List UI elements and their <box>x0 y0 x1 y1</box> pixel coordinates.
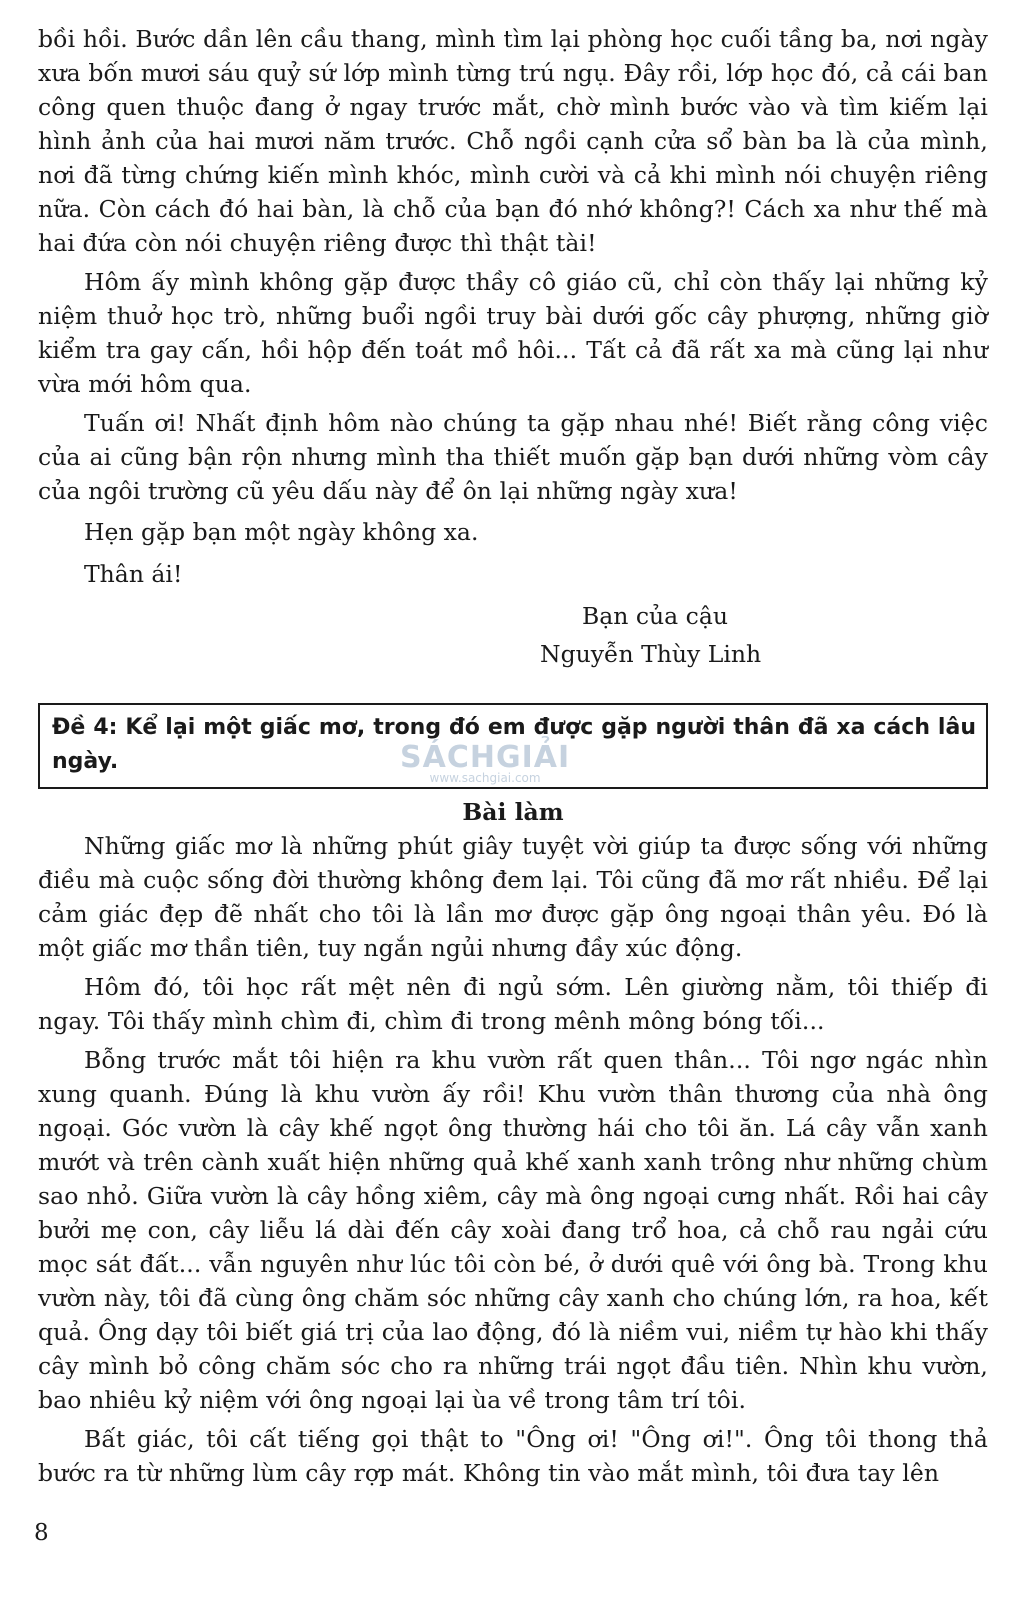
letter-greeting: Thân ái! <box>84 560 183 588</box>
letter-paragraph: bồi hồi. Bước dần lên cầu thang, mình tìm lại phòng học cuối tầng ba, nơi ngày xưa bốn mươi sáu quỷ sứ lớp mình từng trú ngụ. Đây rồi, lớp học đó, cả cái ban công quen thuộc đang ở ngay trước mắt, chờ mình bước vào và tìm kiếm lại hình ảnh của hai mươi năm trước. Chỗ ngồi cạnh cửa sổ bàn ba là của mình, nơi đã từng chứng kiến mình khóc, mình cười và cả khi mình nói chuyện riêng nữa. Còn cách đó hai bàn, là chỗ của bạn đó nhớ không?! Cách xa như thế mà hai đứa còn nói chuyện riêng được thì thật tài! <box>38 25 988 257</box>
task-box <box>38 703 988 789</box>
letter-closing: Hẹn gặp bạn một ngày không xa. <box>84 518 479 546</box>
task-text: Đề 4: Kể lại một giấc mơ, trong đó em được gặp người thân đã xa cách lâu ngày. <box>52 715 976 774</box>
signature-name: Nguyễn Thùy Linh <box>540 640 762 668</box>
letter-paragraph: Tuấn ơi! Nhất định hôm nào chúng ta gặp nhau nhé! Biết rằng công việc của ai cũng bận rộn nhưng mình tha thiết muốn gặp bạn dưới những vòm cây của ngôi trường cũ yêu dấu này để ôn lại những ngày xưa! <box>38 409 988 505</box>
page-content <box>38 22 988 1495</box>
watermark-text: SÁCHGIẢI <box>400 740 571 775</box>
essay-paragraph: Những giấc mơ là những phút giây tuyệt vời giúp ta được sống với những điều mà cuộc sống đời thường không đem lại. Tôi cũng đã mơ rất nhiều. Để lại cảm giác đẹp đẽ nhất cho tôi là lần mơ được gặp ông ngoại thân yêu. Đó là một giấc mơ thần tiên, tuy ngắn ngủi nhưng đầy xúc động. <box>38 832 988 962</box>
page-number: 8 <box>34 1520 49 1546</box>
signature-from: Bạn của cậu <box>582 602 728 630</box>
letter-signature <box>540 597 988 673</box>
essay-paragraph: Bất giác, tôi cất tiếng gọi thật to "Ông ơi! "Ông ơi!". Ông tôi thong thả bước ra từ những lùm cây rợp mát. Không tin vào mắt mình, tôi đưa tay lên <box>38 1425 988 1487</box>
essay-paragraph: Bỗng trước mắt tôi hiện ra khu vườn rất quen thân... Tôi ngơ ngác nhìn xung quanh. Đúng là khu vườn ấy rồi! Khu vườn thân thương của nhà ông ngoại. Góc vườn là cây khế ngọt ông thường hái cho tôi ăn. Lá cây vẫn xanh mướt và trên cành xuất hiện những quả khế xanh xanh trông như những chùm sao nhỏ. Giữa vườn là cây hồng xiêm, cây mà ông ngoại cưng nhất. Rồi hai cây bưởi mẹ con, cây liễu lá dài đến cây xoài đang trổ hoa, cả chỗ rau ngải cứu mọc sát đất... vẫn nguyên như lúc tôi còn bé, ở dưới quê với ông bà. Trong khu vườn này, tôi đã cùng ông chăm sóc những cây xanh cho chúng lớn, ra hoa, kết quả. Ông dạy tôi biết giá trị của lao động, đó là niềm vui, niềm tự hào khi thấy cây mình bỏ công chăm sóc cho ra những trái ngọt đầu tiên. Nhìn khu vườn, bao nhiêu kỷ niệm với ông ngoại lại ùa về trong tâm trí tôi. <box>38 1046 988 1414</box>
watermark-url: www.sachgiai.com <box>429 771 541 785</box>
letter-paragraph: Hôm ấy mình không gặp được thầy cô giáo cũ, chỉ còn thấy lại những kỷ niệm thuở học trò, những buổi ngồi truy bài dưới gốc cây phượng, những giờ kiểm tra gay cấn, hồi hộp đến toát mồ hôi... Tất cả đã rất xa mà cũng lại như vừa mới hôm qua. <box>38 268 988 398</box>
essay-paragraph: Hôm đó, tôi học rất mệt nên đi ngủ sớm. Lên giường nằm, tôi thiếp đi ngay. Tôi thấy mình chìm đi, chìm đi trong mênh mông bóng tối... <box>38 973 988 1035</box>
essay-heading: Bài làm <box>462 798 564 826</box>
